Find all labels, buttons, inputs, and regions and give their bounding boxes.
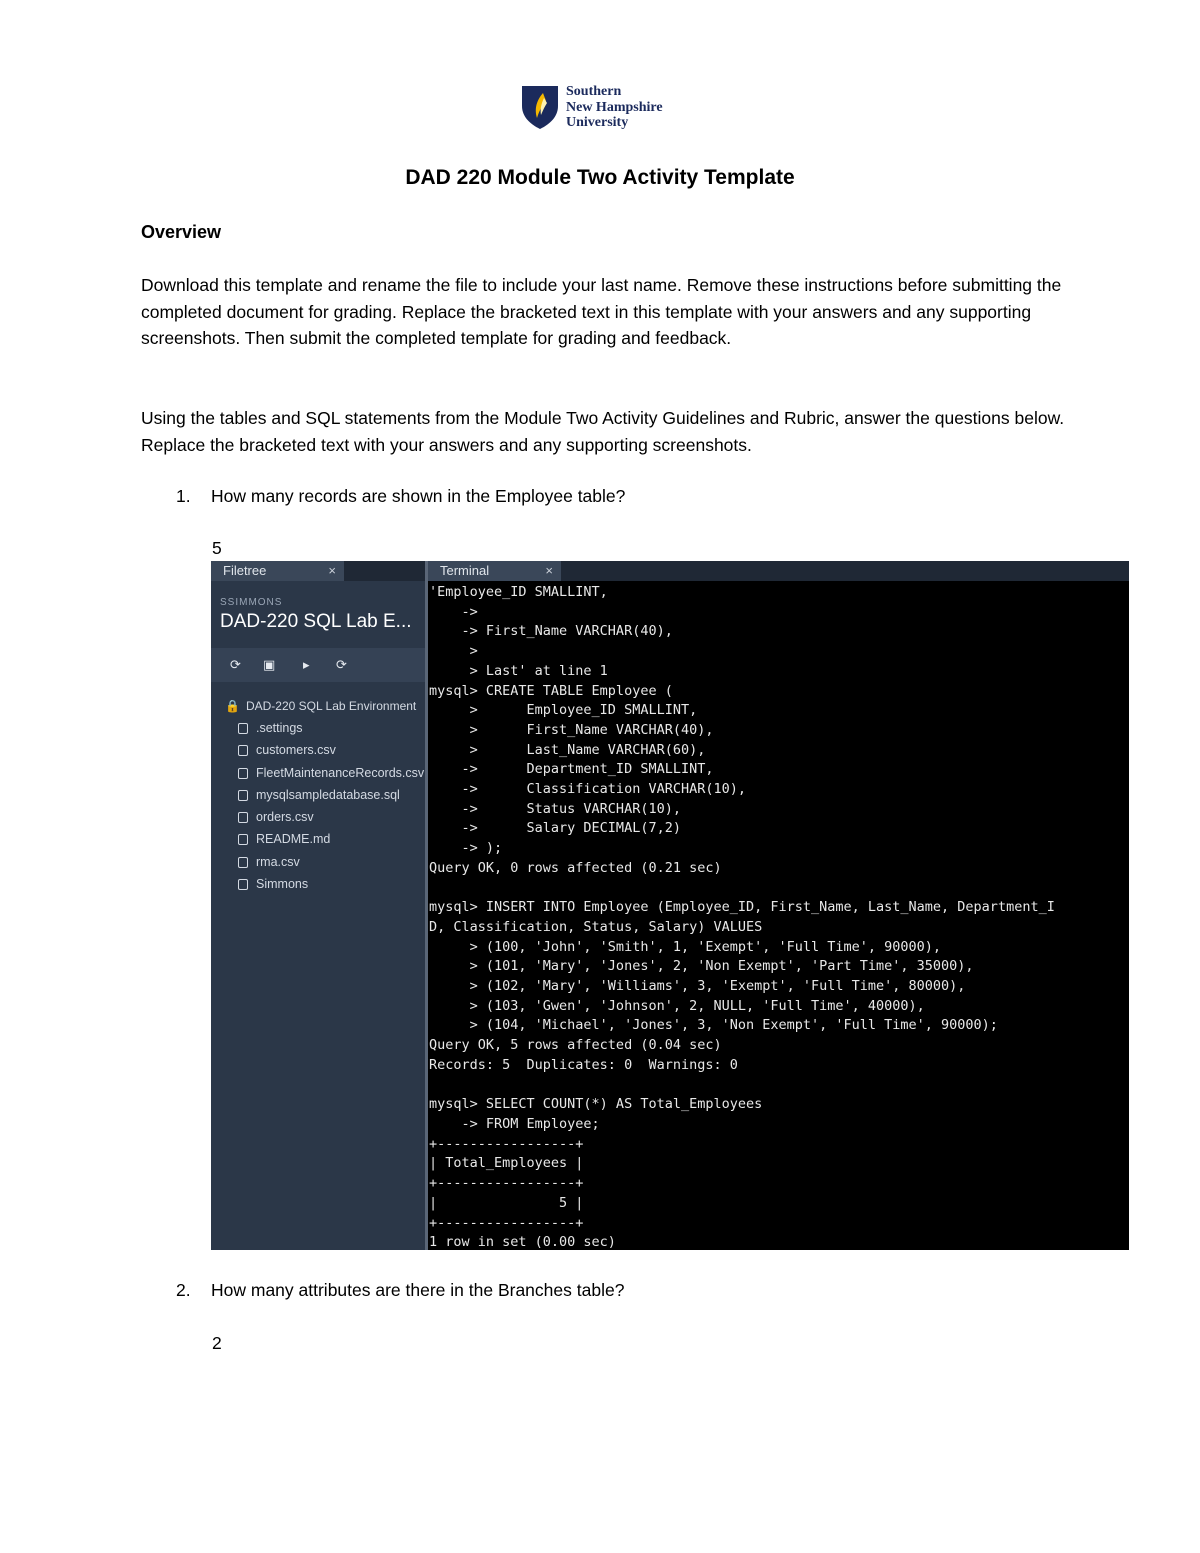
question-number: 1. xyxy=(176,486,191,506)
terminal-icon[interactable]: ▣ xyxy=(263,657,276,672)
terminal-line: +-----------------+ xyxy=(429,1135,584,1152)
file-item[interactable] xyxy=(238,855,424,877)
question-text: How many records are shown in the Employee table? xyxy=(211,486,626,506)
filetree-panel xyxy=(211,561,425,1250)
terminal-line: > Employee_ID SMALLINT, xyxy=(429,702,698,719)
file-item[interactable] xyxy=(238,788,424,810)
overview-paragraph-1: Download this template and rename the file to include your last name. Remove these instructions before submitting the completed document for grading. Replace the bracketed text in this template with your answers and any supporting screenshots. Then submit the completed template for grading and feedback. xyxy=(141,275,1062,348)
overview-heading: Overview xyxy=(141,222,222,242)
terminal-line: mysql> CREATE TABLE Employee ( xyxy=(429,682,673,699)
question-text: How many attributes are there in the Branches table? xyxy=(211,1280,625,1300)
terminal-line: D, Classification, Status, Salary) VALUES xyxy=(429,918,763,935)
terminal-line: > (102, 'Mary', 'Williams', 3, 'Exempt', 'Full Time', 80000), xyxy=(429,978,966,995)
logo-line-1: Southern xyxy=(566,84,622,99)
terminal-line: -> ); xyxy=(429,840,503,857)
tab-bar-filler xyxy=(344,561,425,581)
file-item[interactable] xyxy=(238,877,424,899)
logo-line-3: University xyxy=(566,115,629,130)
logo-wordmark xyxy=(566,84,663,131)
terminal-line: mysql> SELECT COUNT(*) AS Total_Employees xyxy=(429,1096,763,1113)
file-name: Simmons xyxy=(256,877,309,892)
file-item[interactable] xyxy=(238,810,424,832)
file-name: README.md xyxy=(256,832,331,847)
username: SSIMMONS xyxy=(220,597,283,608)
answer-2: 2 xyxy=(212,1333,222,1353)
terminal-line: > (104, 'Michael', 'Jones', 3, 'Non Exempt', 'Full Time', 90000); xyxy=(429,1017,998,1034)
terminal-line: | 5 | xyxy=(429,1194,584,1211)
question-1 xyxy=(176,486,625,507)
question-2 xyxy=(176,1280,624,1301)
tab-label: Terminal xyxy=(440,563,490,578)
overview-paragraph-2: Using the tables and SQL statements from the Module Two Activity Guidelines and Rubric, answer the questions below. Replace the bracketed text with your answers and any supporting screenshots. xyxy=(141,408,1065,455)
close-icon[interactable]: × xyxy=(545,563,553,578)
answer-1: 5 xyxy=(212,538,222,558)
tab-label: Filetree xyxy=(223,563,267,578)
terminal-panel[interactable] xyxy=(428,561,1129,1250)
terminal-line: > xyxy=(429,643,478,660)
file-icon xyxy=(238,879,248,890)
refresh-icon[interactable]: ⟳ xyxy=(230,657,241,672)
terminal-line xyxy=(429,1076,1055,1096)
terminal-line: Records: 5 Duplicates: 0 Warnings: 0 xyxy=(429,1056,738,1073)
terminal-line: 'Employee_ID SMALLINT, xyxy=(429,584,608,600)
terminal-line: -> FROM Employee; xyxy=(429,1115,600,1132)
file-item[interactable] xyxy=(238,721,424,743)
filetree-root[interactable] xyxy=(225,699,416,713)
file-icon xyxy=(238,812,248,823)
terminal-tab-bar xyxy=(428,561,1129,581)
terminal-line: > (101, 'Mary', 'Jones', 2, 'Non Exempt', 'Part Time', 35000), xyxy=(429,958,974,975)
file-name: mysqlsampledatabase.sql xyxy=(256,787,400,802)
file-item[interactable] xyxy=(238,832,424,854)
terminal-output xyxy=(429,583,1055,1250)
terminal-line: -> Department_ID SMALLINT, xyxy=(429,761,714,778)
tab-terminal[interactable] xyxy=(428,561,561,581)
terminal-line xyxy=(429,879,1055,899)
file-icon xyxy=(238,790,248,801)
file-icon xyxy=(238,768,248,779)
file-item[interactable] xyxy=(238,743,424,765)
tab-filetree[interactable] xyxy=(211,561,344,581)
terminal-line: 1 row in set (0.00 sec) xyxy=(429,1234,616,1250)
terminal-line: > Last_Name VARCHAR(60), xyxy=(429,741,706,758)
file-item[interactable] xyxy=(238,766,424,788)
file-icon xyxy=(238,723,248,734)
reload-icon[interactable]: ⟳ xyxy=(336,657,347,672)
root-label: DAD-220 SQL Lab Environment xyxy=(245,699,417,713)
logo-line-2: New Hampshire xyxy=(566,99,663,115)
question-number: 2. xyxy=(176,1280,191,1300)
document-title: DAD 220 Module Two Activity Template xyxy=(405,166,795,189)
terminal-line: mysql> INSERT INTO Employee (Employee_ID, First_Name, Last_Name, Department_I xyxy=(429,899,1055,916)
terminal-line: > (103, 'Gwen', 'Johnson', 2, NULL, 'Full Time', 40000), xyxy=(429,997,925,1014)
terminal-line: -> Classification VARCHAR(10), xyxy=(429,781,746,798)
file-list xyxy=(238,721,424,899)
file-name: FleetMaintenanceRecords.csv xyxy=(256,765,425,780)
terminal-line: > Last' at line 1 xyxy=(429,662,608,679)
shield-logo-icon xyxy=(520,84,560,130)
terminal-line: > First_Name VARCHAR(40), xyxy=(429,721,714,738)
terminal-line: -> xyxy=(429,603,478,620)
terminal-line: -> Status VARCHAR(10), xyxy=(429,800,681,817)
lab-environment-screenshot xyxy=(211,561,1129,1250)
project-title: DAD-220 SQL Lab E... xyxy=(220,611,412,632)
close-icon[interactable]: × xyxy=(328,563,336,578)
file-icon xyxy=(238,745,248,756)
file-name: .settings xyxy=(256,721,303,735)
filetree-toolbar xyxy=(211,648,425,682)
file-name: rma.csv xyxy=(256,854,300,869)
terminal-line: | Total_Employees | xyxy=(429,1155,584,1172)
terminal-line: Query OK, 0 rows affected (0.21 sec) xyxy=(429,859,722,876)
terminal-line: > (100, 'John', 'Smith', 1, 'Exempt', 'Full Time', 90000), xyxy=(429,938,942,955)
file-name: customers.csv xyxy=(256,743,336,758)
file-name: orders.csv xyxy=(256,810,314,825)
file-icon xyxy=(238,834,248,845)
lock-icon: 🔒 xyxy=(225,699,240,713)
terminal-line: -> Salary DECIMAL(7,2) xyxy=(429,820,681,837)
terminal-line: Query OK, 5 rows affected (0.04 sec) xyxy=(429,1037,722,1054)
file-icon xyxy=(238,857,248,868)
terminal-line: -> First_Name VARCHAR(40), xyxy=(429,623,673,640)
terminal-line: +-----------------+ xyxy=(429,1214,584,1231)
terminal-line: +-----------------+ xyxy=(429,1175,584,1192)
play-icon[interactable]: ▸ xyxy=(303,657,310,672)
university-logo xyxy=(520,84,690,134)
